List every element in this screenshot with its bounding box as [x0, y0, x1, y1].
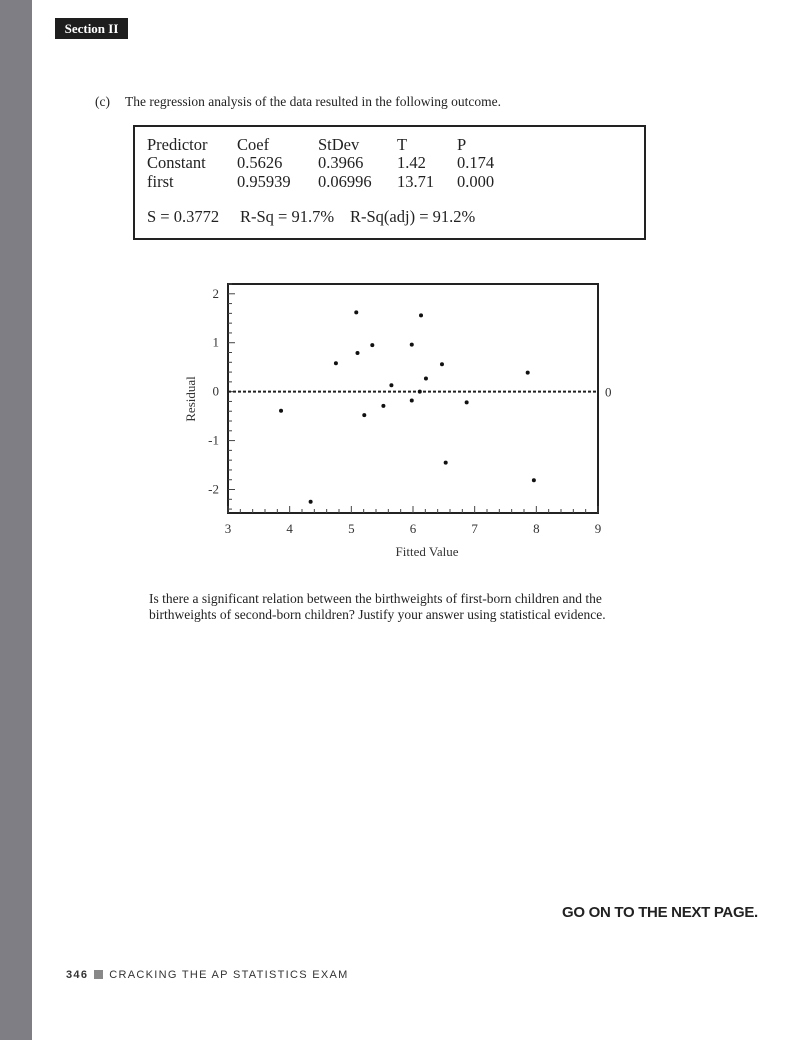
- header-predictor: Predictor: [147, 135, 208, 154]
- summary-rsq-adj: R-Sq(adj) = 91.2%: [350, 207, 476, 226]
- data-point: [381, 404, 385, 408]
- data-point: [410, 398, 414, 402]
- data-point: [334, 361, 338, 365]
- y-tick-label: 1: [212, 334, 219, 350]
- data-point: [410, 343, 414, 347]
- data-point: [444, 461, 448, 465]
- data-point: [370, 343, 374, 347]
- data-point: [419, 313, 423, 317]
- data-point: [362, 413, 366, 417]
- y-tick-label: 0: [212, 383, 219, 399]
- summary-rsq: R-Sq = 91.7%: [240, 207, 335, 226]
- data-point: [279, 409, 283, 413]
- x-tick-label: 5: [348, 521, 355, 536]
- header-p: P: [457, 135, 467, 154]
- regression-output-box: [133, 125, 646, 240]
- x-tick-label: 4: [286, 521, 293, 536]
- row-constant-predictor: Constant: [147, 153, 206, 172]
- data-point: [356, 351, 360, 355]
- x-tick-label: 3: [224, 521, 232, 536]
- page-edge-bar: [0, 0, 32, 1040]
- data-point: [354, 310, 358, 314]
- y-tick-label: -2: [208, 481, 219, 497]
- zero-line-label: 0: [605, 384, 612, 400]
- book-title: CRACKING THE AP STATISTICS EXAM: [109, 969, 349, 981]
- question-text: Is there a significant relation between the birthweights of first-born children and the birthweights of second-born children? Justify your answer using statistical evidence.: [149, 591, 606, 622]
- x-tick-label: 9: [594, 521, 602, 536]
- data-point: [424, 376, 428, 380]
- footer: [66, 969, 349, 981]
- row-constant-stdev: 0.3966: [318, 153, 364, 172]
- plot-frame: [228, 284, 598, 513]
- header-coef: Coef: [237, 135, 270, 154]
- data-point: [309, 500, 313, 504]
- row-first-stdev: 0.06996: [318, 172, 372, 191]
- row-first-p: 0.000: [457, 172, 495, 191]
- x-tick-label: 6: [409, 521, 417, 536]
- data-point: [532, 478, 536, 482]
- go-on-notice: GO ON TO THE NEXT PAGE.: [562, 904, 758, 921]
- row-first-t: 13.71: [397, 172, 435, 191]
- y-axis-label: Residual: [183, 376, 198, 422]
- part-label: (c): [95, 94, 110, 109]
- residual-plot: [170, 275, 620, 565]
- y-tick-label: -1: [208, 432, 219, 448]
- footer-square-icon: [94, 970, 103, 979]
- row-constant-t: 1.42: [397, 153, 426, 172]
- data-point: [440, 362, 444, 366]
- row-constant-coef: 0.5626: [237, 153, 283, 172]
- summary-s: S = 0.3772: [147, 207, 220, 226]
- data-point: [389, 383, 393, 387]
- header-stdev: StDev: [318, 135, 360, 154]
- x-axis-label: Fitted Value: [395, 544, 459, 559]
- x-tick-label: 7: [471, 521, 478, 536]
- row-first-coef: 0.95939: [237, 172, 291, 191]
- intro-text: The regression analysis of the data resulted in the following outcome.: [125, 94, 502, 109]
- y-tick-label: 2: [212, 285, 219, 301]
- section-tab: Section II: [55, 18, 128, 39]
- part-c-intro: [95, 94, 501, 110]
- header-t: T: [397, 135, 408, 154]
- data-point: [465, 400, 469, 404]
- data-point: [418, 390, 422, 394]
- row-constant-p: 0.174: [457, 153, 495, 172]
- data-point: [526, 371, 530, 375]
- row-first-predictor: first: [147, 172, 174, 191]
- page-number: 346: [66, 969, 89, 981]
- x-tick-label: 8: [533, 521, 540, 536]
